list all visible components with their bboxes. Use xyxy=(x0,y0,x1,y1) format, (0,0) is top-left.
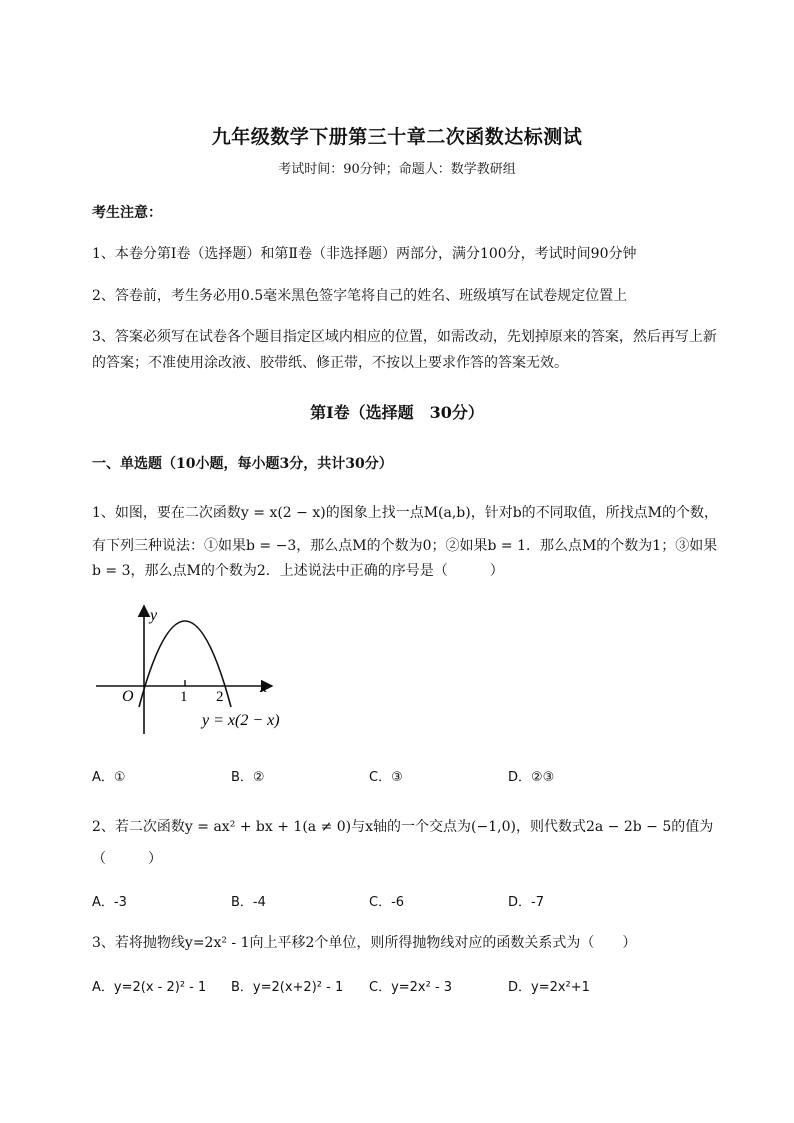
notice-item-3-line-1: 3、答案必须写在试卷各个题目指定区域内相应的位置，如需改动，先划掉原来的答案，然后再写上新 xyxy=(92,329,717,345)
x-axis-label: x xyxy=(260,679,268,696)
q2-option-d[interactable]: D．-7 xyxy=(508,895,544,910)
q1-line-1: 1、如图，要在二次函数y = x(2 − x)的图象上找一点M(a,b)，针对b的不同取值，所找点M的个数， xyxy=(92,505,719,521)
notice-heading: 考生注意： xyxy=(92,205,162,221)
part-heading: 一、单选题（10小题，每小题3分，共计30分） xyxy=(92,456,393,472)
q3-option-b[interactable]: B．y=2(x+2)² - 1 xyxy=(231,980,344,995)
notice-item-2: 2、答卷前，考生务必用0.5毫米黑色签字笔将自己的姓名、班级填写在试卷规定位置上 xyxy=(92,288,628,304)
exam-info: 考试时间：90分钟；命题人：数学教研组 xyxy=(278,162,516,177)
q2-line-1: 2、若二次函数y = ax² + bx + 1(a ≠ 0)与x轴的一个交点为(−1,0)，则代数式2a − 2b − 5的值为 xyxy=(92,819,714,835)
q3-option-a[interactable]: A．y=2(x - 2)² - 1 xyxy=(92,980,207,995)
q3-option-d[interactable]: D．y=2x²+1 xyxy=(508,980,590,995)
tick-2-label: 2 xyxy=(216,689,224,705)
y-axis-label: y xyxy=(150,607,158,624)
notice-item-1: 1、本卷分第Ⅰ卷（选择题）和第Ⅱ卷（非选择题）两部分，满分100分，考试时间90分钟 xyxy=(92,246,637,262)
q1-function-graph xyxy=(92,600,307,738)
origin-label: O xyxy=(122,688,134,705)
notice-item-3-line-2: 的答案；不准使用涂改液、胶带纸、修正带，不按以上要求作答的答案无效。 xyxy=(92,355,568,371)
q1-option-c[interactable]: C．③ xyxy=(369,770,403,785)
q2-line-2: （ ） xyxy=(92,851,162,867)
curve-label: y = x(2 − x) xyxy=(202,712,280,729)
page-title: 九年级数学下册第三十章二次函数达标测试 xyxy=(211,126,583,148)
q3-option-c[interactable]: C．y=2x² - 3 xyxy=(369,980,453,995)
q2-option-b[interactable]: B．-4 xyxy=(231,895,266,910)
q2-option-c[interactable]: C．-6 xyxy=(369,895,405,910)
q3-line-1: 3、若将抛物线y=2x² - 1向上平移2个单位，则所得抛物线对应的函数关系式为（ ） xyxy=(92,935,637,951)
q1-line-3: b = 3，那么点M的个数为2．上述说法中正确的序号是（ ） xyxy=(92,563,504,579)
q1-option-a[interactable]: A．① xyxy=(92,770,126,785)
q1-option-b[interactable]: B．② xyxy=(231,770,265,785)
section-title: 第Ⅰ卷（选择题 30分） xyxy=(310,403,484,422)
tick-1-label: 1 xyxy=(180,689,188,705)
q1-line-2: 有下列三种说法：①如果b = −3，那么点M的个数为0；②如果b = 1．那么点M的个数为1；③如果 xyxy=(92,538,718,554)
q1-option-d[interactable]: D．②③ xyxy=(508,770,555,785)
q2-option-a[interactable]: A．-3 xyxy=(92,895,127,910)
